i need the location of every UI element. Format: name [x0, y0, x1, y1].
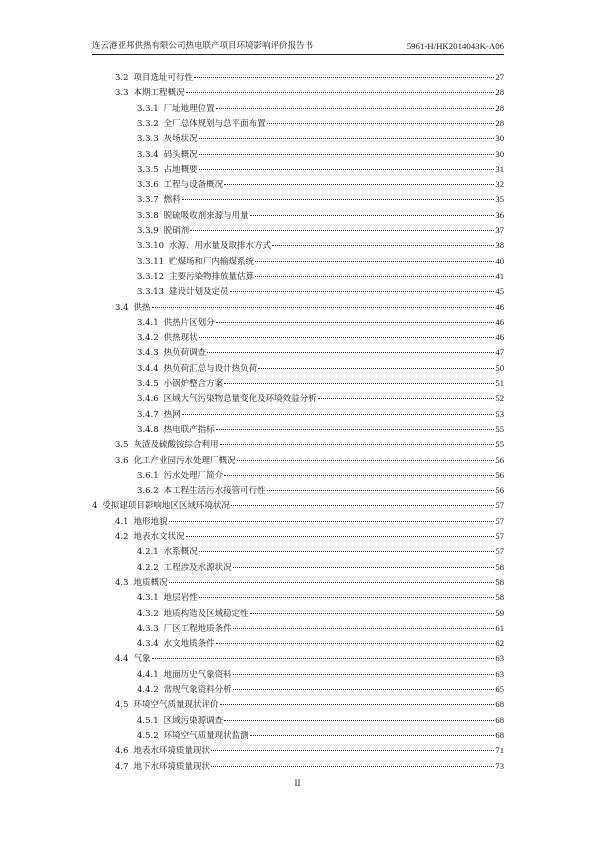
toc-entry-title: 地下水环境质量现状 [133, 761, 211, 772]
toc-entry-number: 3.3.6 [137, 180, 159, 191]
toc-entry-page: 37 [495, 225, 504, 235]
toc-entry-page: 45 [495, 286, 504, 297]
toc-entry-number: 3.3.10 [137, 241, 165, 252]
toc-entry[interactable] [115, 438, 504, 451]
toc-entry[interactable] [137, 255, 504, 268]
toc-entry-title: 供热 [133, 302, 151, 313]
toc-entry-title: 区域污染源调查 [163, 715, 224, 726]
toc-entry-page: 73 [495, 760, 504, 771]
toc-entry[interactable] [137, 423, 504, 436]
toc-entry-number: 4.6 [115, 746, 129, 757]
toc-leader-dots [255, 261, 494, 262]
toc-entry-page: 47 [495, 347, 504, 358]
toc-leader-dots [224, 184, 494, 185]
toc-entry-number: 4.5.1 [137, 715, 159, 726]
toc-leader-dots [216, 429, 495, 430]
toc-entry-number: 3.2 [115, 73, 129, 83]
toc-entry-number: 4.4.2 [137, 685, 159, 695]
toc-entry-number: 4.3.3 [137, 623, 159, 634]
toc-entry-number: 4.4.1 [137, 669, 159, 680]
toc-entry-page: 28 [495, 117, 504, 128]
toc-entry-page: 31 [495, 163, 504, 174]
toc-entry-title: 地质构造及区域稳定性 [163, 608, 249, 619]
toc-entry-page: 63 [495, 668, 504, 679]
toc-leader-dots [194, 77, 494, 78]
toc-leader-dots [231, 505, 494, 506]
toc-entry-number: 3.3.12 [137, 271, 165, 282]
toc-entry-page: 56 [495, 469, 504, 480]
toc-entry-title: 项目选址可行性 [133, 73, 194, 83]
toc-leader-dots [267, 123, 495, 124]
toc-entry-number: 3.4.4 [137, 363, 159, 374]
toc-entry-number: 4.1 [115, 516, 129, 527]
toc-leader-dots [199, 337, 495, 338]
toc-entry-title: 环境空气质量现状评价 [133, 700, 219, 711]
toc-entry-number: 4.4 [115, 654, 129, 665]
toc-leader-dots [272, 245, 494, 246]
toc-leader-dots [224, 475, 494, 476]
toc-entry-number: 4 [92, 501, 98, 512]
toc-entry-page: 30 [495, 148, 504, 159]
toc-entry-number: 3.3.7 [137, 195, 159, 206]
toc-entry-number: 3.3.4 [137, 149, 159, 160]
toc-leader-dots [237, 460, 495, 461]
toc-entry-title: 工程涉及水源状况 [163, 562, 232, 573]
toc-entry-page: 59 [495, 607, 504, 618]
toc-entry-title: 供热片区划分 [163, 317, 215, 328]
toc-entry-page: 56 [495, 454, 504, 465]
toc-leader-dots [190, 230, 494, 231]
toc-entry-page: 55 [495, 423, 504, 434]
toc-entry-title: 热网 [163, 409, 181, 420]
toc-leader-dots [224, 720, 494, 721]
toc-entry-page: 62 [495, 638, 504, 649]
toc-entry-page: 27 [495, 72, 504, 82]
toc-entry-title: 码头概况 [163, 149, 198, 160]
toc-leader-dots [220, 704, 495, 705]
toc-leader-dots [220, 444, 495, 445]
toc-entry[interactable] [137, 224, 504, 237]
toc-entry-page: 50 [495, 362, 504, 373]
toc-entry-title: 厂址地理位置 [163, 103, 215, 114]
toc-entry-number: 4.7 [115, 761, 129, 772]
toc-entry-page: 38 [495, 240, 504, 251]
toc-leader-dots [216, 643, 495, 644]
toc-entry[interactable] [137, 607, 504, 620]
toc-entry[interactable] [137, 377, 504, 390]
toc-entry-number: 3.3 [115, 88, 129, 99]
toc-entry-title: 化工产业园污水处理厂概况 [133, 455, 236, 466]
toc-entry-number: 3.5 [115, 440, 129, 451]
toc-entry-number: 3.4.6 [137, 394, 159, 405]
toc-entry-title: 地层岩性 [163, 593, 198, 604]
toc-leader-dots [182, 414, 495, 415]
toc-entry-title: 小锅炉整合方案 [163, 379, 224, 389]
toc-entry[interactable] [137, 117, 504, 130]
toc-entry-title: 气象 [133, 654, 151, 665]
toc-leader-dots [169, 521, 495, 522]
toc-leader-dots [258, 368, 494, 369]
toc-entry-number: 3.6.1 [137, 470, 159, 481]
toc-leader-dots [199, 597, 495, 598]
toc-entry[interactable] [137, 561, 504, 574]
toc-entry-number: 3.4.3 [137, 348, 159, 359]
toc-entry-number: 3.4.8 [137, 424, 159, 435]
toc-entry-title: 热电联产指标 [163, 424, 215, 435]
toc-entry[interactable] [137, 193, 504, 206]
page-number: II [294, 778, 301, 788]
toc-entry-title: 地质概况 [133, 577, 168, 588]
toc-entry-title: 热负荷调查 [163, 348, 207, 359]
toc-leader-dots [250, 613, 495, 614]
toc-leader-dots [233, 674, 495, 675]
toc-entry-title: 本期工程概况 [133, 88, 185, 99]
toc-entry[interactable] [137, 637, 504, 650]
toc-entry-title: 燃料 [163, 195, 181, 206]
toc-entry-page: 68 [495, 699, 504, 710]
toc-entry[interactable] [137, 622, 504, 635]
toc-entry[interactable] [137, 469, 504, 482]
toc-entry-number: 4.2.1 [137, 547, 159, 558]
toc-entry-title: 供热现状 [163, 333, 198, 344]
toc-entry[interactable] [137, 392, 504, 405]
toc-leader-dots [233, 567, 495, 568]
toc-entry-title: 区域大气污染物总量变化及环境效益分析 [163, 394, 317, 405]
toc-entry[interactable] [137, 683, 504, 696]
toc-leader-dots [250, 215, 495, 216]
toc-entry[interactable] [115, 744, 504, 757]
toc-entry-number: 3.3.5 [137, 164, 159, 175]
toc-entry[interactable] [137, 545, 504, 558]
page-header [92, 39, 504, 53]
toc-entry-number: 4.2 [115, 532, 129, 542]
toc-entry[interactable] [137, 270, 504, 283]
toc-entry-title: 本工程生活污水接管可行性 [163, 486, 266, 497]
toc-entry-number: 4.5.2 [137, 730, 159, 741]
toc-entry-number: 3.4.1 [137, 317, 159, 328]
toc-entry-number: 3.4.2 [137, 333, 159, 344]
toc-entry-page: 57 [495, 531, 504, 541]
toc-entry-number: 4.5 [115, 700, 129, 711]
toc-entry-number: 3.3.9 [137, 226, 159, 236]
toc-entry-page: 41 [495, 270, 504, 281]
toc-entry-number: 3.3.13 [137, 287, 165, 298]
toc-entry-page: 57 [495, 515, 504, 526]
toc-entry-number: 3.3.8 [137, 210, 159, 221]
toc-entry-title: 脱硝剂 [163, 226, 190, 236]
toc-leader-dots [211, 750, 494, 751]
toc-entry-page: 46 [495, 316, 504, 327]
toc-entry-page: 53 [495, 408, 504, 419]
toc-entry[interactable] [137, 714, 504, 727]
toc-entry-number: 3.3.2 [137, 118, 159, 129]
toc-entry-title: 热负荷汇总与设计热负荷 [163, 363, 258, 374]
toc-entry-title: 环境空气质量现状监测 [163, 730, 249, 741]
toc-leader-dots [224, 383, 494, 384]
toc-entry-page: 35 [495, 194, 504, 205]
toc-entry-page: 61 [495, 622, 504, 633]
toc-entry[interactable] [137, 163, 504, 176]
toc-entry-title: 灰场状况 [163, 134, 198, 145]
toc-entry-page: 28 [495, 87, 504, 98]
toc-leader-dots [199, 169, 495, 170]
toc-entry-page: 52 [495, 393, 504, 404]
toc-entry[interactable] [137, 285, 504, 298]
toc-entry-number: 3.4 [115, 302, 129, 313]
toc-entry-title: 主要污染物排放量估算 [169, 271, 255, 282]
toc-entry-number: 4.3.4 [137, 639, 159, 650]
toc-entry[interactable] [115, 454, 504, 467]
toc-entry-page: 65 [495, 684, 504, 694]
toc-entry[interactable] [115, 515, 504, 528]
header-document-title: 连云港亚邦供热有限公司热电联产项目环境影响评价报告书 [92, 41, 314, 51]
toc-entry-title: 水系概况 [163, 547, 198, 558]
toc-entry-title: 污水处理厂简介 [163, 470, 224, 481]
toc-leader-dots [152, 658, 495, 659]
toc-entry[interactable] [115, 86, 504, 99]
toc-leader-dots [186, 536, 495, 537]
toc-leader-dots [199, 551, 495, 552]
toc-leader-dots [216, 108, 495, 109]
toc-leader-dots [318, 398, 495, 399]
toc-leader-dots [255, 276, 494, 277]
toc-entry[interactable] [137, 132, 504, 145]
toc-entry-page: 46 [495, 301, 504, 312]
toc-leader-dots [152, 307, 495, 308]
toc-entry-page: 51 [495, 378, 504, 388]
toc-entry[interactable] [137, 591, 504, 604]
toc-entry-number: 3.3.11 [137, 256, 165, 267]
toc-entry[interactable] [115, 652, 504, 665]
toc-entry-page: 56 [495, 485, 504, 496]
toc-entry-page: 57 [495, 546, 504, 557]
toc-entry-page: 58 [495, 576, 504, 587]
toc-entry-title: 全厂总体规划与总平面布置 [163, 118, 266, 129]
toc-entry-title: 灰渣及硫酸铵综合利用 [133, 440, 219, 451]
toc-entry-number: 3.3.1 [137, 103, 159, 114]
toc-entry[interactable] [137, 178, 504, 191]
toc-leader-dots [211, 766, 494, 767]
toc-entry-title: 地面历史气象资料 [163, 669, 232, 680]
toc-entry-title: 水源、用水量及取排水方式 [169, 241, 272, 252]
toc-leader-dots [233, 628, 495, 629]
toc-entry[interactable] [137, 331, 504, 344]
toc-entry-page: 28 [495, 102, 504, 113]
toc-entry[interactable] [137, 102, 504, 115]
toc-entry-page: 32 [495, 179, 504, 190]
toc-entry[interactable] [115, 301, 504, 314]
toc-entry-title: 工程与设备概况 [163, 180, 224, 191]
toc-entry-page: 55 [495, 439, 504, 450]
toc-leader-dots [233, 689, 495, 690]
toc-entry-title: 地形地貌 [133, 516, 168, 527]
toc-entry[interactable] [115, 698, 504, 711]
toc-leader-dots [186, 92, 495, 93]
toc-entry[interactable] [137, 362, 504, 375]
toc-entry-number: 3.3.3 [137, 134, 159, 145]
toc-entry-title: 建设计划及定员 [169, 287, 229, 298]
toc-leader-dots [182, 199, 495, 200]
toc-entry-number: 4.3.2 [137, 608, 159, 619]
toc-entry[interactable] [137, 148, 504, 161]
toc-entry-page: 58 [495, 561, 504, 572]
toc-entry-title: 脱硫吸收剂来源与用量 [163, 210, 249, 221]
toc-leader-dots [207, 352, 494, 353]
toc-leader-dots [169, 582, 495, 583]
toc-entry-page: 30 [495, 133, 504, 144]
toc-entry-number: 3.4.7 [137, 409, 159, 420]
toc-entry-page: 63 [495, 653, 504, 664]
toc-entry-number: 4.3 [115, 577, 129, 588]
toc-entry-title: 厂区工程地质条件 [163, 623, 232, 634]
toc-leader-dots [216, 322, 495, 323]
toc-leader-dots [230, 291, 495, 292]
toc-entry[interactable] [115, 576, 504, 589]
toc-leader-dots [199, 138, 495, 139]
toc-entry[interactable] [115, 760, 504, 773]
toc-entry-page: 71 [495, 745, 504, 756]
toc-entry[interactable] [137, 668, 504, 681]
header-document-code: 5961-H/HK2014043K-A06 [406, 41, 504, 51]
toc-entry[interactable] [137, 729, 504, 742]
toc-entry[interactable] [115, 530, 504, 543]
toc-leader-dots [199, 154, 495, 155]
toc-entry-number: 4.3.1 [137, 593, 159, 604]
toc-leader-dots [267, 490, 495, 491]
toc-entry-number: 3.4.5 [137, 379, 159, 389]
toc-entry[interactable] [137, 346, 504, 359]
toc-entry-page: 58 [495, 592, 504, 603]
toc-entry-title: 地表水文状况 [133, 532, 185, 542]
toc-entry[interactable] [137, 316, 504, 329]
toc-entry-page: 46 [495, 332, 504, 343]
toc-entry[interactable] [137, 484, 504, 497]
toc-entry-page: 40 [495, 255, 504, 266]
toc-entry-title: 常规气象资料分析 [163, 685, 232, 695]
header-divider [92, 54, 504, 55]
toc-entry-title: 水文地质条件 [163, 639, 215, 650]
toc-entry-title: 占地概要 [163, 164, 198, 175]
toc-entry[interactable] [115, 71, 504, 84]
toc-entry-page: 57 [495, 500, 504, 511]
toc-entry-title: 地表水环境质量现状 [133, 746, 211, 757]
toc-entry-page: 68 [495, 714, 504, 725]
toc-entry-page: 36 [495, 209, 504, 220]
toc-entry-number: 3.6 [115, 455, 129, 466]
toc-entry-title: 受拟建项目影响地区区域环境状况 [102, 501, 230, 512]
toc-entry[interactable] [137, 209, 504, 222]
toc-entry-title: 贮煤场和厂内输煤系统 [169, 256, 255, 267]
toc-entry-page: 68 [495, 729, 504, 740]
toc-entry[interactable] [137, 239, 504, 252]
toc-entry-number: 4.2.2 [137, 562, 159, 573]
toc-entry-number: 3.6.2 [137, 486, 159, 497]
toc-entry[interactable] [92, 499, 504, 512]
toc-leader-dots [250, 735, 495, 736]
toc-entry[interactable] [137, 408, 504, 421]
